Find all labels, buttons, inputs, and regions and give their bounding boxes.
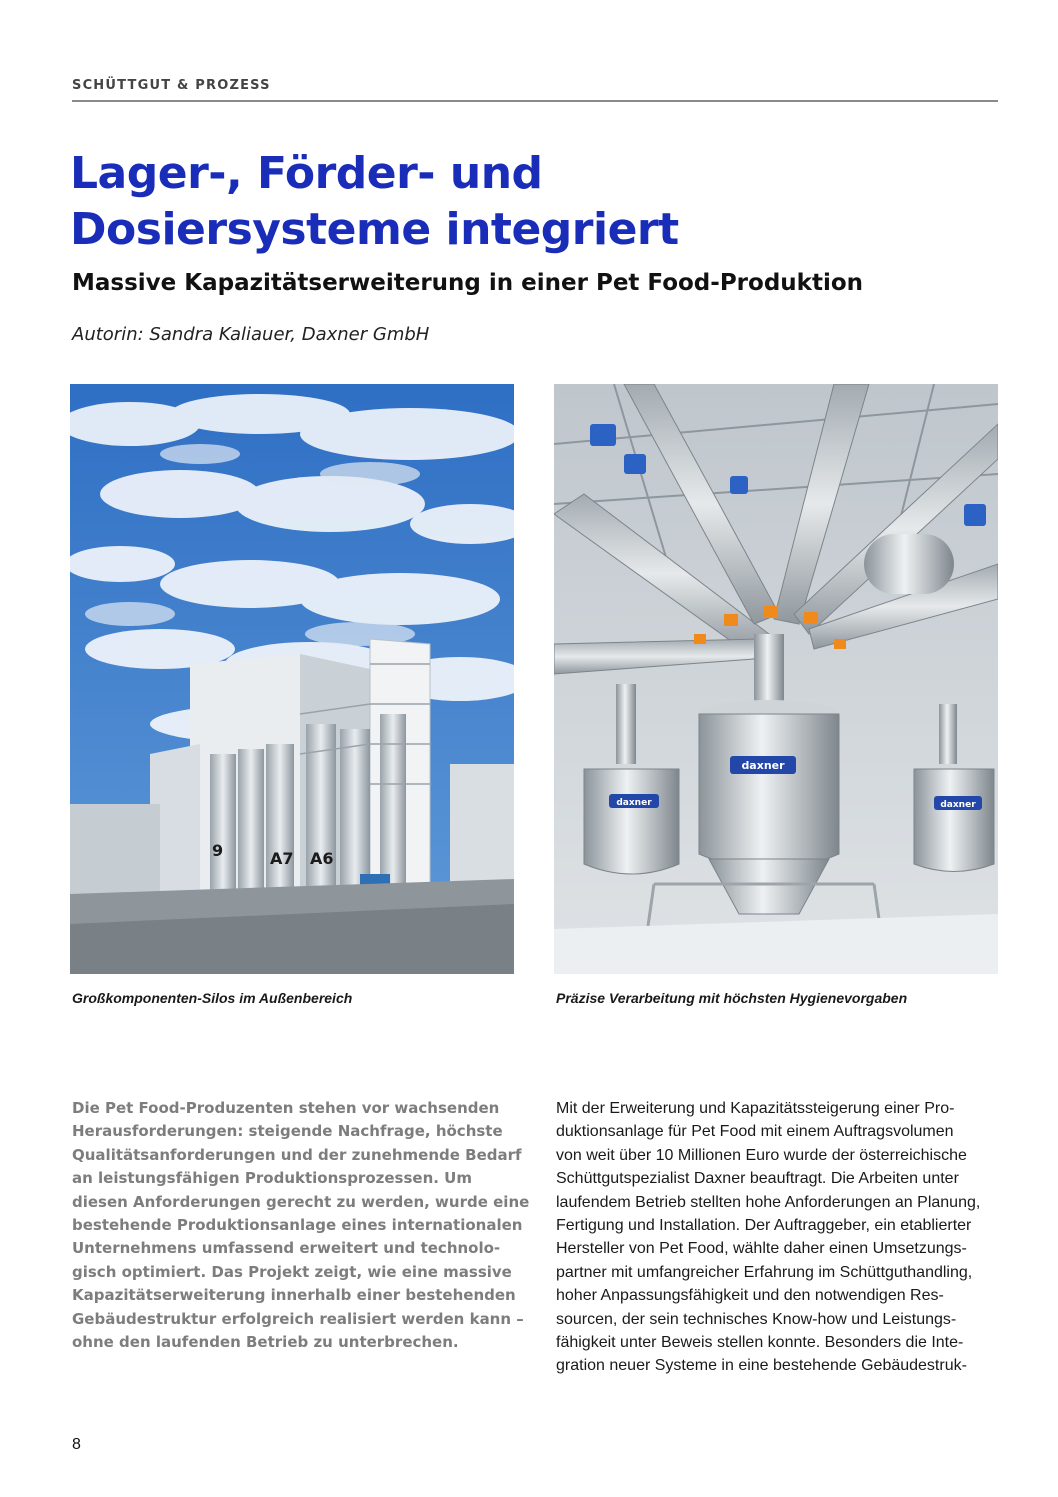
silo-label: A7 bbox=[270, 849, 294, 868]
intro-line: gisch optimiert. Das Projekt zeigt, wie eine massive bbox=[72, 1262, 512, 1281]
silo-label: A6 bbox=[310, 849, 334, 868]
author-line: Autorin: Sandra Kaliauer, Daxner GmbH bbox=[72, 324, 430, 345]
silos-outdoor-photo bbox=[70, 384, 514, 974]
hopper-brand-label: daxner bbox=[741, 759, 785, 772]
intro-line: ohne den laufenden Betrieb zu unterbrechen. bbox=[72, 1333, 459, 1352]
intro-line: Unternehmens umfassend erweitert und technolo- bbox=[72, 1239, 501, 1258]
body-line: duktionsanlage für Pet Food mit einem Auftragsvolumen bbox=[556, 1123, 954, 1141]
body-line: partner mit umfangreicher Erfahrung im Schüttguthandling, bbox=[556, 1263, 973, 1281]
body-line: laufendem Betrieb stellten hohe Anforderungen an Planung, bbox=[556, 1193, 981, 1211]
header-rule bbox=[72, 100, 998, 102]
body-line: Fertigung und Installation. Der Auftraggeber, ein etablierter bbox=[556, 1217, 972, 1235]
article-title bbox=[70, 146, 970, 258]
intro-line: Kapazitätserweiterung innerhalb einer bestehenden bbox=[72, 1286, 516, 1305]
body-line: Schüttgutspezialist Daxner beauftragt. Die Arbeiten unter bbox=[556, 1170, 959, 1188]
processing-hall-photo bbox=[554, 384, 998, 974]
body-line: von weit über 10 Millionen Euro wurde der österreichische bbox=[556, 1146, 967, 1164]
silo-label: 9 bbox=[212, 841, 224, 860]
intro-line: an leistungsfähigen Produktionsprozessen. Um bbox=[72, 1169, 472, 1188]
section-label: SCHÜTTGUT & PROZESS bbox=[72, 78, 271, 93]
intro-line: Qualitätsanforderungen und der zunehmende Bedarf bbox=[72, 1145, 522, 1164]
photo-caption-right: Präzise Verarbeitung mit höchsten Hygienevorgaben bbox=[556, 990, 908, 1006]
article-title-line: Dosiersysteme integriert bbox=[70, 204, 679, 255]
intro-line: Die Pet Food-Produzenten stehen vor wachsenden bbox=[72, 1099, 500, 1117]
body-line: sourcen, der sein technisches Know-how und Leistungs- bbox=[556, 1310, 957, 1328]
body-paragraph bbox=[556, 1097, 1000, 1378]
article-title-line: Lager-, Förder- und bbox=[70, 148, 543, 199]
body-line: Hersteller von Pet Food, wählte daher einen Umsetzungs- bbox=[556, 1240, 967, 1258]
article-subtitle: Massive Kapazitätserweiterung in einer Pet Food-Produktion bbox=[72, 270, 864, 296]
photo-caption-left: Großkomponenten-Silos im Außenbereich bbox=[72, 990, 353, 1006]
intro-paragraph bbox=[72, 1097, 530, 1354]
body-line: gration neuer Systeme in eine bestehende Gebäudestruk- bbox=[556, 1357, 967, 1375]
body-line: Mit der Erweiterung und Kapazitätssteigerung einer Pro- bbox=[556, 1100, 955, 1117]
intro-line: diesen Anforderungen gerecht zu werden, wurde eine bbox=[72, 1192, 530, 1211]
page-number: 8 bbox=[72, 1436, 81, 1453]
body-line: hoher Anpassungsfähigkeit und den notwendigen Res- bbox=[556, 1287, 944, 1305]
intro-line: Herausforderungen: steigende Nachfrage, höchste bbox=[72, 1122, 503, 1141]
intro-line: bestehende Produktionsanlage eines internationalen bbox=[72, 1216, 523, 1235]
body-line: fähigkeit unter Beweis stellen konnte. Besonders die Inte- bbox=[556, 1334, 964, 1352]
hopper-brand-label: daxner bbox=[616, 798, 652, 808]
hopper-brand-label: daxner bbox=[940, 800, 976, 810]
intro-line: Gebäudestruktur erfolgreich realisiert werden kann – bbox=[72, 1309, 524, 1328]
